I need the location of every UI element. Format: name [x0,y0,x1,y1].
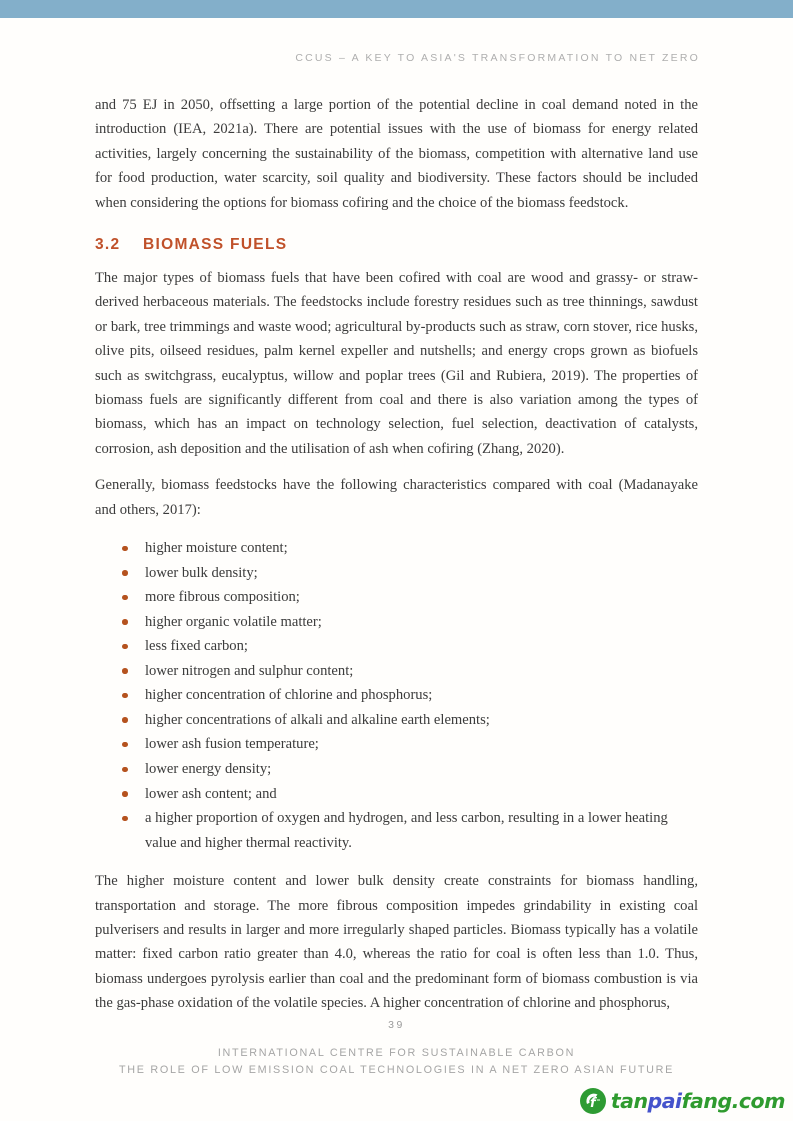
logo-text-segment: tan [610,1089,648,1113]
list-item-text: higher concentration of chlorine and phosphorus; [145,687,433,704]
top-color-bar [0,0,793,18]
list-item-text: higher moisture content; [145,540,288,557]
footer-report-title: THE ROLE OF LOW EMISSION COAL TECHNOLOGIES IN A NET ZERO ASIAN FUTURE [118,1064,675,1076]
list-item-text: lower ash content; and [145,785,277,802]
list-item [95,683,698,708]
list-item [95,782,698,807]
list-item [95,610,698,635]
paragraph-biomass-types: The major types of biomass fuels that have been cofired with coal are wood and grassy- or straw-derived herbaceous materials. The feedstocks include forestry residues such as tree thinnings, sawdust or bark, tree trimmings and waste wood; agricultural by-products such as straw, corn stover, rice husks, olive pits, oilseed residues, palm kernel expeller and nutshells; and energy crops grown as biofuels such as switchgrass, eucalyptus, willow and poplar trees (Gil and Rubiera, 2019). The properties of biomass fuels are significantly different from coal and there is also variation among the types of biomass, which has an impact on technology selection, fuel selection, deactivation of catalysts, corrosion, ash deposition and the utilisation of ash when cofiring (Zhang, 2020). [95,270,698,457]
list-item-text: a higher proportion of oxygen and hydrogen, and less carbon, resulting in a lower heating value and higher thermal reactivity. [145,810,668,851]
logo-text-segment: pai [647,1089,682,1113]
section-number: 3.2 [95,236,121,254]
tanpaifang-logo [580,1088,785,1114]
list-item-text: less fixed carbon; [145,638,248,655]
tanpaifang-logo-icon [580,1088,606,1114]
list-item-text: lower energy density; [145,761,272,778]
list-item-text: lower nitrogen and sulphur content; [145,662,354,679]
page-footer [0,1019,793,1079]
footer-organisation: INTERNATIONAL CENTRE FOR SUSTAINABLE CARBON [217,1047,576,1059]
section-title: BIOMASS FUELS [143,236,288,254]
list-item-text: more fibrous composition; [145,589,300,606]
characteristics-bullet-list [95,536,698,855]
list-item [95,659,698,684]
page-content [95,93,698,1016]
list-item-text: lower bulk density; [145,564,258,581]
list-item [95,561,698,586]
list-item [95,708,698,733]
tanpaifang-logo-text [611,1089,785,1113]
paragraph-intro-continuation: and 75 EJ in 2050, offsetting a large portion of the potential decline in coal demand noted in the introduction (IEA, 2021a). There are potential issues with the use of biomass for energy related activities, largely concerning the sustainability of the biomass, competition with alternative land use for food production, water scarcity, soil quality and biodiversity. These factors should be included when considering the options for biomass cofiring and the choice of the biomass feedstock. [95,97,698,211]
paragraph-constraints: The higher moisture content and lower bulk density create constraints for biomass handling, transportation and storage. The more fibrous composition impedes grindability in existing coal pulverisers and results in larger and more irregularly shaped particles. Biomass typically has a volatile matter: fixed carbon ratio greater than 4.0, whereas the ratio for coal is often less than 1.0. Thus, biomass undergoes pyrolysis earlier than coal and the predominant form of biomass combustion is via the gas-phase oxidation of the volatile species. A higher concentration of chlorine and phosphorus, [95,873,698,1012]
list-item [95,536,698,561]
list-item [95,634,698,659]
list-item-text: higher concentrations of alkali and alkaline earth elements; [145,711,490,728]
section-heading [95,236,698,254]
list-item [95,757,698,782]
list-item-text: higher organic volatile matter; [145,613,322,630]
list-item [95,732,698,757]
svg-text:f: f [589,1096,596,1111]
list-item-text: lower ash fusion temperature; [145,736,319,753]
list-item [95,585,698,610]
page-number: 39 [388,1019,405,1031]
list-item [95,806,698,855]
running-header: CCUS – A KEY TO ASIA'S TRANSFORMATION TO NET ZERO [295,52,700,64]
logo-text-segment: fang.com [681,1089,785,1113]
paragraph-characteristics-lead: Generally, biomass feedstocks have the following characteristics compared with coal (Madanayake and others, 2017): [95,477,698,518]
